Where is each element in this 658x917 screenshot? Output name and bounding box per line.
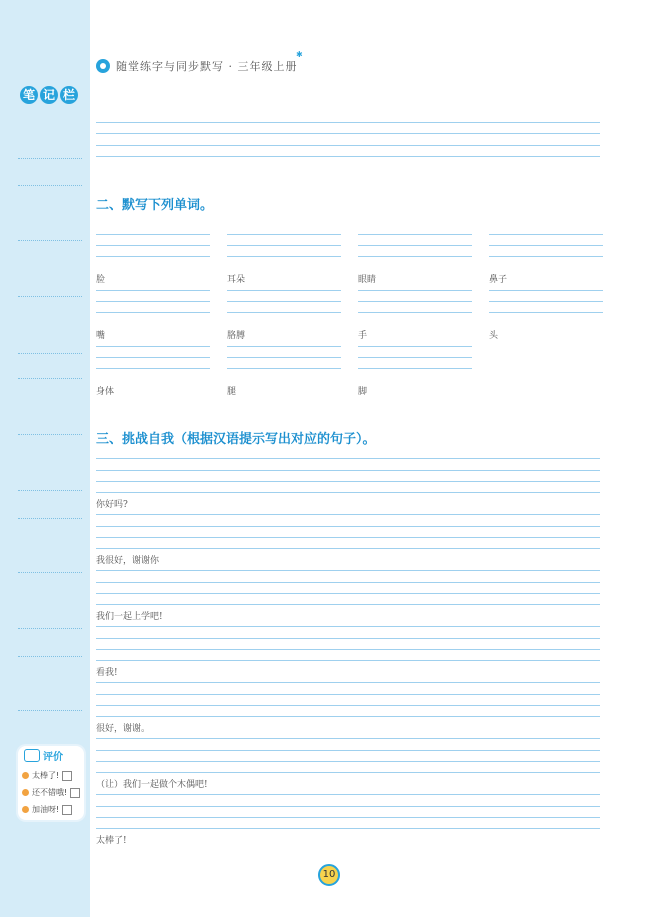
writing-line [358,234,472,235]
sentence-prompt: （让）我们一起做个木偶吧! [96,780,208,790]
writing-line [96,368,210,369]
section-title: 二、默写下列单词。 [96,198,214,213]
writing-line [227,368,341,369]
writing-line [358,245,472,246]
writing-line [96,312,210,313]
writing-line [227,234,341,235]
word-prompt: 腿 [227,387,237,397]
writing-line [227,301,341,302]
writing-line [227,357,341,358]
writing-line [227,245,341,246]
writing-line [227,256,341,257]
word-prompt: 嘴 [96,331,106,341]
smiley-icon [22,806,29,813]
section-title: 三、挑战自我（根据汉语提示写出对应的句子）。 [96,432,376,447]
writing-line [96,156,600,157]
writing-line [96,470,600,471]
writing-line [96,660,600,661]
note-column-title [20,86,78,104]
writing-line [96,694,600,695]
writing-line [96,593,600,594]
writing-line [96,245,210,246]
writing-line [96,526,600,527]
writing-line [96,234,210,235]
smiley-icon [22,772,29,779]
word-prompt: 脚 [358,387,368,397]
word-prompt: 脸 [96,275,106,285]
sentence-prompt: 看我! [96,668,118,678]
writing-line [96,548,600,549]
evaluation-header [24,748,63,763]
writing-line [489,234,603,235]
writing-line [96,145,600,146]
writing-line [96,481,600,482]
note-title-char: 栏 [60,86,78,104]
writing-line [358,256,472,257]
evaluation-title: 评价 [43,752,63,763]
star-icon: ✱ [296,50,303,59]
writing-line [96,806,600,807]
page-header [96,58,298,74]
evaluation-label: 加油呀! [32,805,60,814]
writing-line [96,638,600,639]
writing-line [96,492,600,493]
sentence-prompt: 我们一起上学吧! [96,612,163,622]
writing-line [489,290,603,291]
writing-line [358,346,472,347]
divider [18,378,82,379]
writing-line [96,716,600,717]
divider [18,518,82,519]
writing-line [96,514,600,515]
sentence-prompt: 你好吗? [96,500,128,510]
word-prompt: 眼睛 [358,275,377,285]
writing-line [96,570,600,571]
writing-line [96,537,600,538]
evaluation-item [22,787,80,798]
checkbox[interactable] [62,771,72,781]
writing-line [489,312,603,313]
divider [18,158,82,159]
writing-line [358,290,472,291]
book-logo-icon [96,59,110,73]
writing-line [96,290,210,291]
writing-line [358,312,472,313]
word-prompt: 身体 [96,387,115,397]
writing-line [358,301,472,302]
note-title-char: 笔 [20,86,38,104]
word-prompt: 鼻子 [489,275,508,285]
word-prompt: 手 [358,331,368,341]
smiley-icon [22,789,29,796]
writing-line [96,794,600,795]
writing-line [96,582,600,583]
evaluation-label: 太棒了! [32,771,60,780]
writing-line [96,604,600,605]
writing-line [227,312,341,313]
writing-line [227,346,341,347]
writing-line [96,133,600,134]
checkbox[interactable] [62,805,72,815]
evaluation-label: 还不错哦! [32,788,68,797]
writing-line [96,256,210,257]
divider [18,710,82,711]
writing-line [96,761,600,762]
writing-line [96,626,600,627]
writing-line [96,682,600,683]
divider [18,240,82,241]
sentence-prompt: 太棒了! [96,836,127,846]
page-number: 10 [318,864,340,886]
writing-line [96,705,600,706]
sentence-prompt: 我很好，谢谢你 [96,556,160,566]
writing-line [358,357,472,358]
evaluation-item [22,770,72,781]
writing-line [96,772,600,773]
divider [18,656,82,657]
writing-line [489,301,603,302]
divider [18,185,82,186]
writing-line [96,828,600,829]
word-prompt: 头 [489,331,499,341]
writing-line [96,738,600,739]
word-prompt: 耳朵 [227,275,246,285]
writing-line [96,357,210,358]
checkbox[interactable] [70,788,80,798]
writing-line [96,301,210,302]
sentence-prompt: 很好，谢谢。 [96,724,151,734]
word-prompt: 胳膊 [227,331,246,341]
writing-line [227,290,341,291]
writing-line [96,750,600,751]
writing-line [96,649,600,650]
divider [18,353,82,354]
writing-line [489,256,603,257]
evaluation-box [18,746,84,820]
note-sidebar [0,0,90,917]
divider [18,490,82,491]
writing-line [358,368,472,369]
book-title: 随堂练字与同步默写 · 三年级上册 [116,60,298,73]
divider [18,628,82,629]
divider [18,434,82,435]
evaluation-item [22,804,72,815]
writing-line [96,122,600,123]
writing-line [96,346,210,347]
writing-line [96,458,600,459]
writing-line [96,817,600,818]
clipboard-icon [24,749,40,762]
divider [18,572,82,573]
divider [18,296,82,297]
writing-line [489,245,603,246]
note-title-char: 记 [40,86,58,104]
